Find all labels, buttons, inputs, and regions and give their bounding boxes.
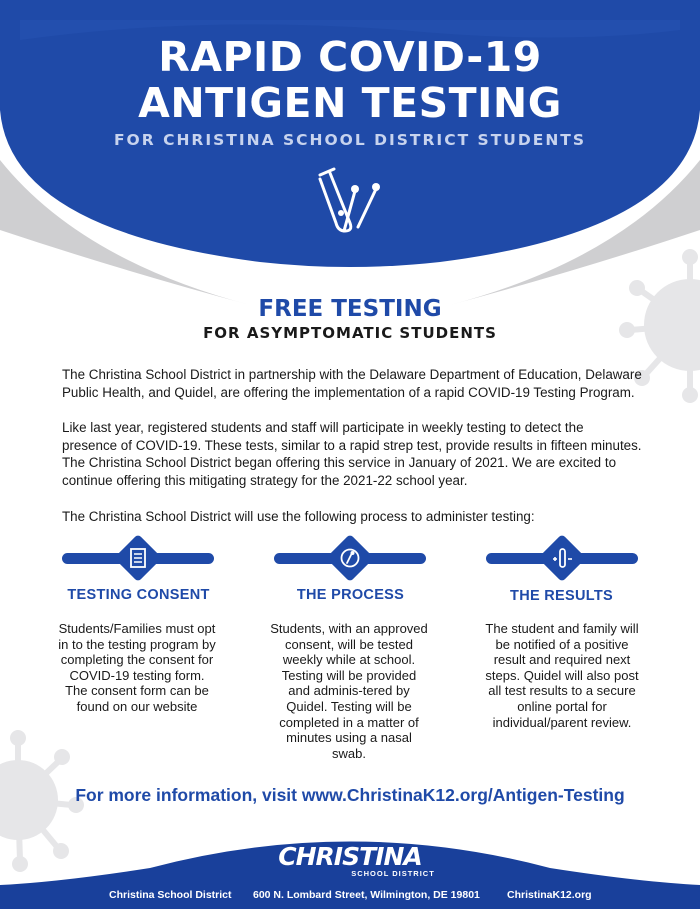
swab-icon [330, 538, 370, 578]
intro-paragraph: The Christina School District in partnership with the Delaware Department of Education, Delaware Public Health, and Quidel, are offering the implementation of a rapid COVID-19 Testing Program. [62, 367, 642, 400]
step-text: The student and family will be notified of a positive result and required next steps. Quidel will also post all test results to a secure online portal for individual/parent review. [485, 621, 639, 730]
step-title: THE PROCESS [296, 587, 405, 603]
step-consent [56, 587, 221, 603]
step-title: THE RESULTS [510, 588, 613, 604]
hero-subtitle: FOR CHRISTINA SCHOOL DISTRICT STUDENTS [113, 131, 587, 149]
hero-title-line1: RAPID COVID-19 [158, 33, 542, 81]
step-process [268, 587, 433, 603]
process-intro-paragraph: The Christina School District will use the following process to administer testing: [62, 509, 535, 524]
district-logo [0, 844, 700, 878]
step-text: Students, with an approved consent, will be tested weekly while at school. Testing will be provided and adminis-tered by Quidel. Testing will be completed in a matter of minutes using a nasal swab. [270, 621, 428, 761]
step-results [479, 588, 644, 604]
body-paragraph: Like last year, registered students and staff will participate in weekly testing to detect the presence of COVID-19. These tests, similar to a rapid strep test, provide results in fifteen minutes. The Christina School District began offering this service in January of 2021. We are excited to continue offering this mitigating strategy for the 2021-22 school year. [62, 420, 642, 488]
footer-website[interactable]: ChristinaK12.org [507, 889, 592, 901]
test-result-icon [542, 538, 582, 578]
footer-address: 600 N. Lombard Street, Wilmington, DE 19801 [253, 889, 480, 901]
document-icon [118, 538, 158, 578]
step-title: TESTING CONSENT [67, 587, 210, 603]
step-text: Students/Families must opt in to the testing program by completing the consent for COVID-19 testing form. The consent form can be found on our website [58, 621, 216, 714]
footer-org: Christina School District [109, 889, 232, 901]
logo-name: CHRISTINA [278, 842, 422, 871]
more-info-link[interactable]: For more information, visit www.ChristinaK12.org/Antigen-Testing [75, 785, 625, 805]
hero-title-line2: ANTIGEN TESTING [138, 79, 562, 127]
section-heading: FREE TESTING [258, 296, 442, 322]
test-tube-swab-icon [318, 165, 384, 237]
section-subheading: FOR ASYMPTOMATIC STUDENTS [203, 324, 497, 342]
logo-subtitle: SCHOOL DISTRICT [351, 869, 435, 878]
